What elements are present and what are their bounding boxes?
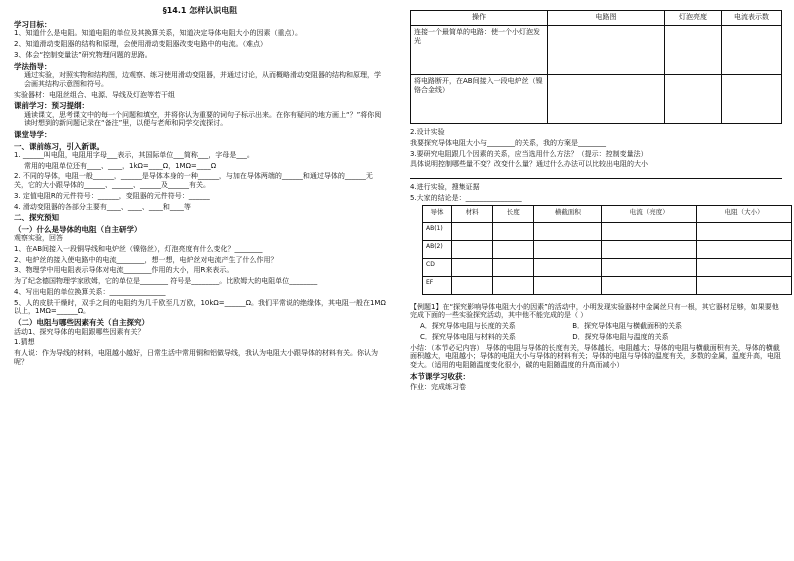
review-item: 2. 不同的导体，电阻一般______，______是导体本身的一种______，与加在导体两端的______和通过导体的______无关，它的大小跟导体的______、______、______及______有关。	[14, 172, 373, 190]
option-a: A．探究导体电阻与长度的关系	[420, 322, 516, 330]
table-header: 操作	[411, 11, 548, 26]
table-cell	[722, 26, 782, 75]
experiment-table	[410, 10, 782, 124]
method-heading: 学法指导：	[14, 61, 52, 71]
table-cell	[722, 75, 782, 124]
review-item: 1. ______叫电阻，电阻用字母___表示，其国际单位___简称___，字母是___。	[14, 150, 254, 159]
table-cell	[548, 75, 665, 124]
table-row	[411, 26, 782, 75]
table-header: 材料	[452, 205, 493, 222]
materials-text: 实验器材：电阻丝组合、电源、导线及灯泡等若干组	[14, 90, 175, 99]
design-text: 我要探究导体电阻大小与________的关系，我的方案是________	[410, 138, 606, 147]
row-label: CD	[423, 258, 452, 276]
table-cell: 连接一个最简单的电路：使一个小灯泡发光	[411, 26, 548, 75]
table-header: 长度	[493, 205, 534, 222]
review-item: 常用的电阻单位还有____、____，1kΩ=____Ω，1MΩ=____Ω	[24, 161, 217, 170]
right-column	[410, 10, 782, 394]
table-header: 导体	[423, 205, 452, 222]
homework-text: 作业：完成练习卷	[410, 383, 466, 392]
table-header: 电路图	[548, 11, 665, 26]
option-c: C．探究导体电阻与材料的关系	[420, 332, 516, 341]
row-label: AB(1)	[423, 222, 452, 240]
explore-heading: 二、探究预知	[14, 213, 59, 223]
options-row	[410, 333, 782, 342]
goal-item: 3、体会“控制变量法”研究物理问题的思路。	[14, 50, 152, 59]
goal-item: 2、知道滑动变阻器的结构和原理，会使用滑动变阻器改变电路中的电流。（难点）	[14, 40, 267, 49]
table-header: 横截面积	[534, 205, 602, 222]
hint-text: 通读课文，思考课文中的每一个问题和填空，并将你认为重要的词句子标示出来。在你有疑问的地方画上“？”将你阅读时想到的新问题记录在“备注”里，以便与老师和同学交流探讨。	[24, 110, 382, 128]
table-header-row	[423, 205, 792, 222]
option-d: D．探究导体电阻与温度的关系	[572, 332, 669, 341]
section2-heading: （二）电阻与哪些因素有关（自主探究）	[14, 318, 149, 328]
method-question: 3.要研究电阻跟几个因素的关系，应当选用什么方法？（提示：控制变量法）	[410, 149, 648, 158]
left-column	[14, 6, 386, 369]
table-header-row	[411, 11, 782, 26]
question-item: 2、电炉丝的接入使电路中的电流________，想一想，电炉丝对电流产生了什么作用？	[14, 255, 278, 264]
question-item: 4、写出电阻的单位换算关系：________________	[14, 287, 166, 296]
table-row	[423, 258, 792, 276]
step-5: 5.大家的结论是：________________	[410, 193, 522, 202]
class-heading: 课堂导学：	[14, 130, 52, 140]
goals-heading: 学习目标：	[14, 20, 52, 29]
table-cell	[548, 26, 665, 75]
table-header: 电阻（大小）	[697, 205, 792, 222]
section1-heading: （一）什么是导体的电阻（自主研学）	[14, 224, 142, 234]
answer-line	[410, 177, 782, 179]
option-b: B．探究导体电阻与横截面积的关系	[572, 322, 683, 330]
table-cell	[665, 75, 722, 124]
hint-heading: 课前学习：预习提纲：	[14, 101, 89, 111]
question-item: 为了纪念德国物理学家欧姆，它的单位是________ 符号是________。比欧姆大的电阻单位________	[14, 277, 318, 286]
row-label: EF	[423, 276, 452, 294]
guess-heading: 1.猜想	[14, 338, 35, 347]
design-heading: 2.设计实验	[410, 128, 445, 136]
review-item: 4. 滑动变阻器的各部分主要有____、____、____和____等	[14, 202, 191, 211]
table-header: 灯泡亮度	[665, 11, 722, 26]
table-cell	[665, 26, 722, 75]
review-item: 3. 定值电阻R的元件符号：______，变阻器的元件符号：______	[14, 191, 210, 200]
table-row	[411, 75, 782, 124]
options-row	[410, 322, 782, 331]
question-item: 3、物理学中用电阻表示导体对电流________作用的大小，用R来表示。	[14, 266, 234, 275]
guess-text: 有人说：作为导线的材料，电阻越小越好，日常生活中常用铜和铝做导线，我认为电阻大小跟导体的材料有关。你认为呢？	[14, 349, 378, 366]
activity-text: 活动1、探究导体的电阻跟哪些因素有关？	[14, 327, 145, 336]
review-heading: 一、课前练习，引入新课。	[14, 141, 104, 151]
example-text: 【例题1】在“探究影响导体电阻大小的因素”的活动中，小明发现实验器材中金属丝只有一根，其它器材足够，如果要他完成下面的一些实验探究活动，其中他不能完成的是（ ）	[410, 302, 779, 320]
question-item: 1、在AB间接入一段铜导线和电炉丝（镍铬丝），灯泡亮度有什么变化？________	[14, 244, 263, 253]
table-cell: 将电路断开，在AB间接入一段电炉丝（镍铬合金线）	[411, 75, 548, 124]
step-4: 4.进行实验，搜集证据	[410, 183, 480, 191]
table-header: 电流（亮度）	[602, 205, 697, 222]
row-label: AB(2)	[423, 240, 452, 258]
table-row	[423, 222, 792, 240]
question-item: 5、人的皮肤干燥时，双手之间的电阻约为几千欧至几万欧，10kΩ=______Ω。我们平常说的绝缘体，其电阻一般在1MΩ以上，1MΩ=______Ω。	[14, 298, 386, 316]
table-header: 电流表示数	[722, 11, 782, 26]
summary-text: 小结：（本节必记内容） 导体的电阻与导体的长度有关，导体越长，电阻越大；导体的电阻与横截面积有关，导体的横截面积越大，电阻越小；导体的电阻大小与导体的材料有关；导体的电阻与导体的温度有关，多数的金属，温度升高，电阻变大。（适用的电阻随温度变化很小，碳的电阻随温度的升高而减小）	[410, 343, 781, 369]
goal-item: 1、知道什么是电阻。知道电阻的单位及其换算关系，知道决定导体电阻大小的因素（重点）。	[14, 29, 302, 38]
table-row	[423, 276, 792, 294]
table-row	[423, 240, 792, 258]
observe-text: 观察实验，回答	[14, 234, 63, 243]
method-question-detail: 具体说明控制哪些量不变？改变什么量？通过什么办法可以比较出电阻的大小	[410, 160, 648, 169]
harvest-label: 本节课学习收获：	[410, 371, 470, 381]
page-title: §14.1 怎样认识电阻	[162, 6, 238, 15]
method-text: 通过实验，对照实物和结构图，边观察、练习使用滑动变阻器，并通过讨论，从而概略滑动变阻器的结构和原理，学会画其结构示意图和符号。	[24, 71, 381, 88]
results-table	[422, 205, 792, 295]
